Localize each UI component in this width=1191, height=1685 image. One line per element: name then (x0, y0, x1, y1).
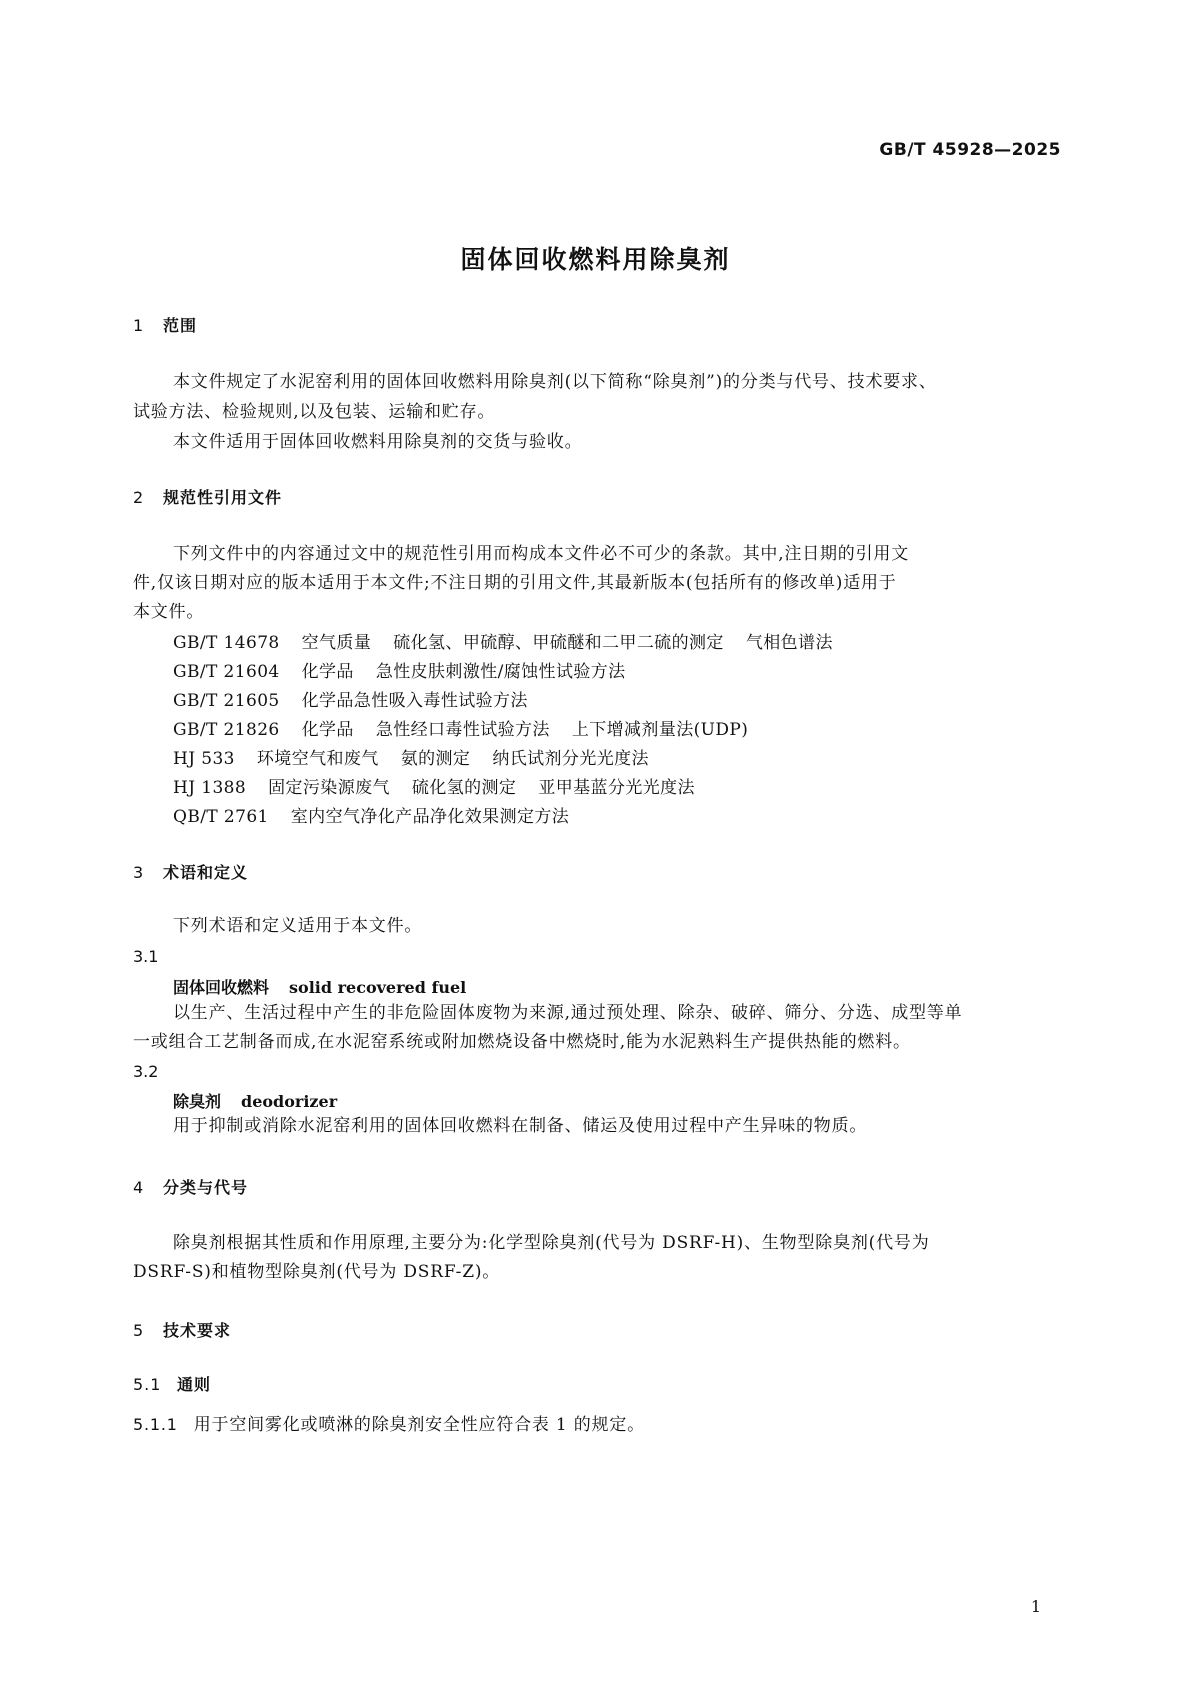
term-heading (173, 975, 466, 998)
reference-title-part: 氨的测定 (400, 749, 471, 769)
term-en: deodorizer (241, 1092, 338, 1111)
normative-reference (173, 715, 748, 740)
section-3-heading (133, 860, 248, 883)
section-3-number: 3 (133, 863, 145, 882)
reference-title-part: 急性经口毒性试验方法 (375, 720, 550, 740)
reference-title-part: 化学品 (301, 662, 354, 682)
normative-reference (173, 802, 569, 827)
reference-title-part: 空气质量 (301, 633, 372, 653)
term-zh: 除臭剂 (173, 1092, 222, 1111)
term-zh: 固体回收燃料 (173, 978, 270, 997)
document-title: 固体回收燃料用除臭剂 (460, 245, 731, 274)
reference-title-part: 化学品急性吸入毒性试验方法 (301, 691, 528, 711)
subsection-5-1-number: 5.1 (133, 1375, 162, 1394)
term-number: 3.2 (133, 1062, 159, 1081)
clause-number: 5.1.1 (133, 1415, 178, 1434)
reference-title-part: 硫化氢的测定 (411, 778, 517, 798)
subsection-5-1-title: 通则 (177, 1375, 212, 1394)
term-definition-line-2: 一或组合工艺制备而成,在水泥窑系统或附加燃烧设备中燃烧时,能为水泥熟料生产提供热能的燃料。 (133, 1032, 911, 1052)
section-4-para-line-2: DSRF-S)和植物型除臭剂(代号为 DSRF-Z)。 (133, 1262, 501, 1282)
term-definition-line-1: 用于抑制或消除水泥窑利用的固体回收燃料在制备、储运及使用过程中产生异味的物质。 (173, 1116, 868, 1136)
term-en: solid recovered fuel (289, 978, 467, 997)
subsection-5-1-heading (133, 1372, 211, 1395)
section-4-heading (133, 1175, 248, 1198)
standard-id: GB/T 45928—2025 (879, 140, 1061, 160)
section-2-number: 2 (133, 488, 145, 507)
page-number: 1 (1030, 1597, 1041, 1616)
reference-title-part: 环境空气和废气 (256, 749, 379, 769)
section-1-title: 范围 (163, 316, 198, 335)
reference-title-part: 气相色谱法 (745, 633, 833, 653)
section-2-para-line-1: 下列文件中的内容通过文中的规范性引用而构成本文件必不可少的条款。其中,注日期的引用文 (173, 544, 910, 564)
reference-code: GB/T 14678 (173, 633, 280, 653)
reference-title-part: 纳氏试剂分光光度法 (492, 749, 649, 769)
reference-title-part: 上下增减剂量法(UDP) (571, 720, 749, 740)
clause-5-1-1 (133, 1410, 645, 1440)
reference-code: QB/T 2761 (173, 807, 269, 827)
section-1-number: 1 (133, 316, 145, 335)
term-definition-line-1: 以生产、生活过程中产生的非危险固体废物为来源,通过预处理、除杂、破碎、筛分、分选、成型等单 (173, 1003, 963, 1023)
normative-reference (173, 773, 695, 798)
section-2-title: 规范性引用文件 (163, 488, 283, 507)
section-2-para-line-2: 件,仅该日期对应的版本适用于本文件;不注日期的引用文件,其最新版本(包括所有的修改单)适用于 (133, 573, 897, 593)
section-1-heading (133, 313, 197, 336)
reference-title-part: 急性皮肤刺激性/腐蚀性试验方法 (375, 662, 626, 682)
term-number: 3.1 (133, 947, 159, 966)
section-3-intro: 下列术语和定义适用于本文件。 (173, 916, 423, 936)
normative-reference (173, 657, 626, 682)
section-1-para-2: 本文件适用于固体回收燃料用除臭剂的交货与验收。 (173, 432, 583, 452)
clause-text: 用于空间雾化或喷淋的除臭剂安全性应符合表 1 的规定。 (193, 1415, 645, 1435)
normative-reference (173, 744, 649, 769)
normative-reference (173, 628, 833, 653)
section-5-title: 技术要求 (163, 1321, 232, 1340)
reference-code: GB/T 21826 (173, 720, 280, 740)
reference-title-part: 化学品 (301, 720, 354, 740)
reference-code: HJ 1388 (173, 778, 247, 798)
reference-code: HJ 533 (173, 749, 235, 769)
reference-title-part: 固定污染源废气 (268, 778, 390, 798)
section-2-heading (133, 485, 282, 508)
section-2-para-line-3: 本文件。 (133, 602, 205, 622)
reference-title-part: 亚甲基蓝分光光度法 (538, 778, 695, 798)
reference-code: GB/T 21605 (173, 691, 280, 711)
reference-title-part: 硫化氢、甲硫醇、甲硫醚和二甲二硫的测定 (393, 633, 724, 653)
reference-title-part: 室内空气净化产品净化效果测定方法 (290, 807, 570, 827)
section-1-para-1-line-1: 本文件规定了水泥窑利用的固体回收燃料用除臭剂(以下简称“除臭剂”)的分类与代号、技术要求、 (173, 372, 937, 392)
normative-reference (173, 686, 528, 711)
term-heading (173, 1089, 337, 1112)
section-5-number: 5 (133, 1321, 145, 1340)
section-1-para-1-line-2: 试验方法、检验规则,以及包装、运输和贮存。 (133, 402, 496, 422)
section-4-para-line-1: 除臭剂根据其性质和作用原理,主要分为:化学型除臭剂(代号为 DSRF-H)、生物型除臭剂(代号为 (173, 1233, 930, 1253)
section-3-title: 术语和定义 (163, 863, 249, 882)
reference-code: GB/T 21604 (173, 662, 280, 682)
section-4-number: 4 (133, 1178, 145, 1197)
section-4-title: 分类与代号 (163, 1178, 249, 1197)
section-5-heading (133, 1318, 231, 1341)
